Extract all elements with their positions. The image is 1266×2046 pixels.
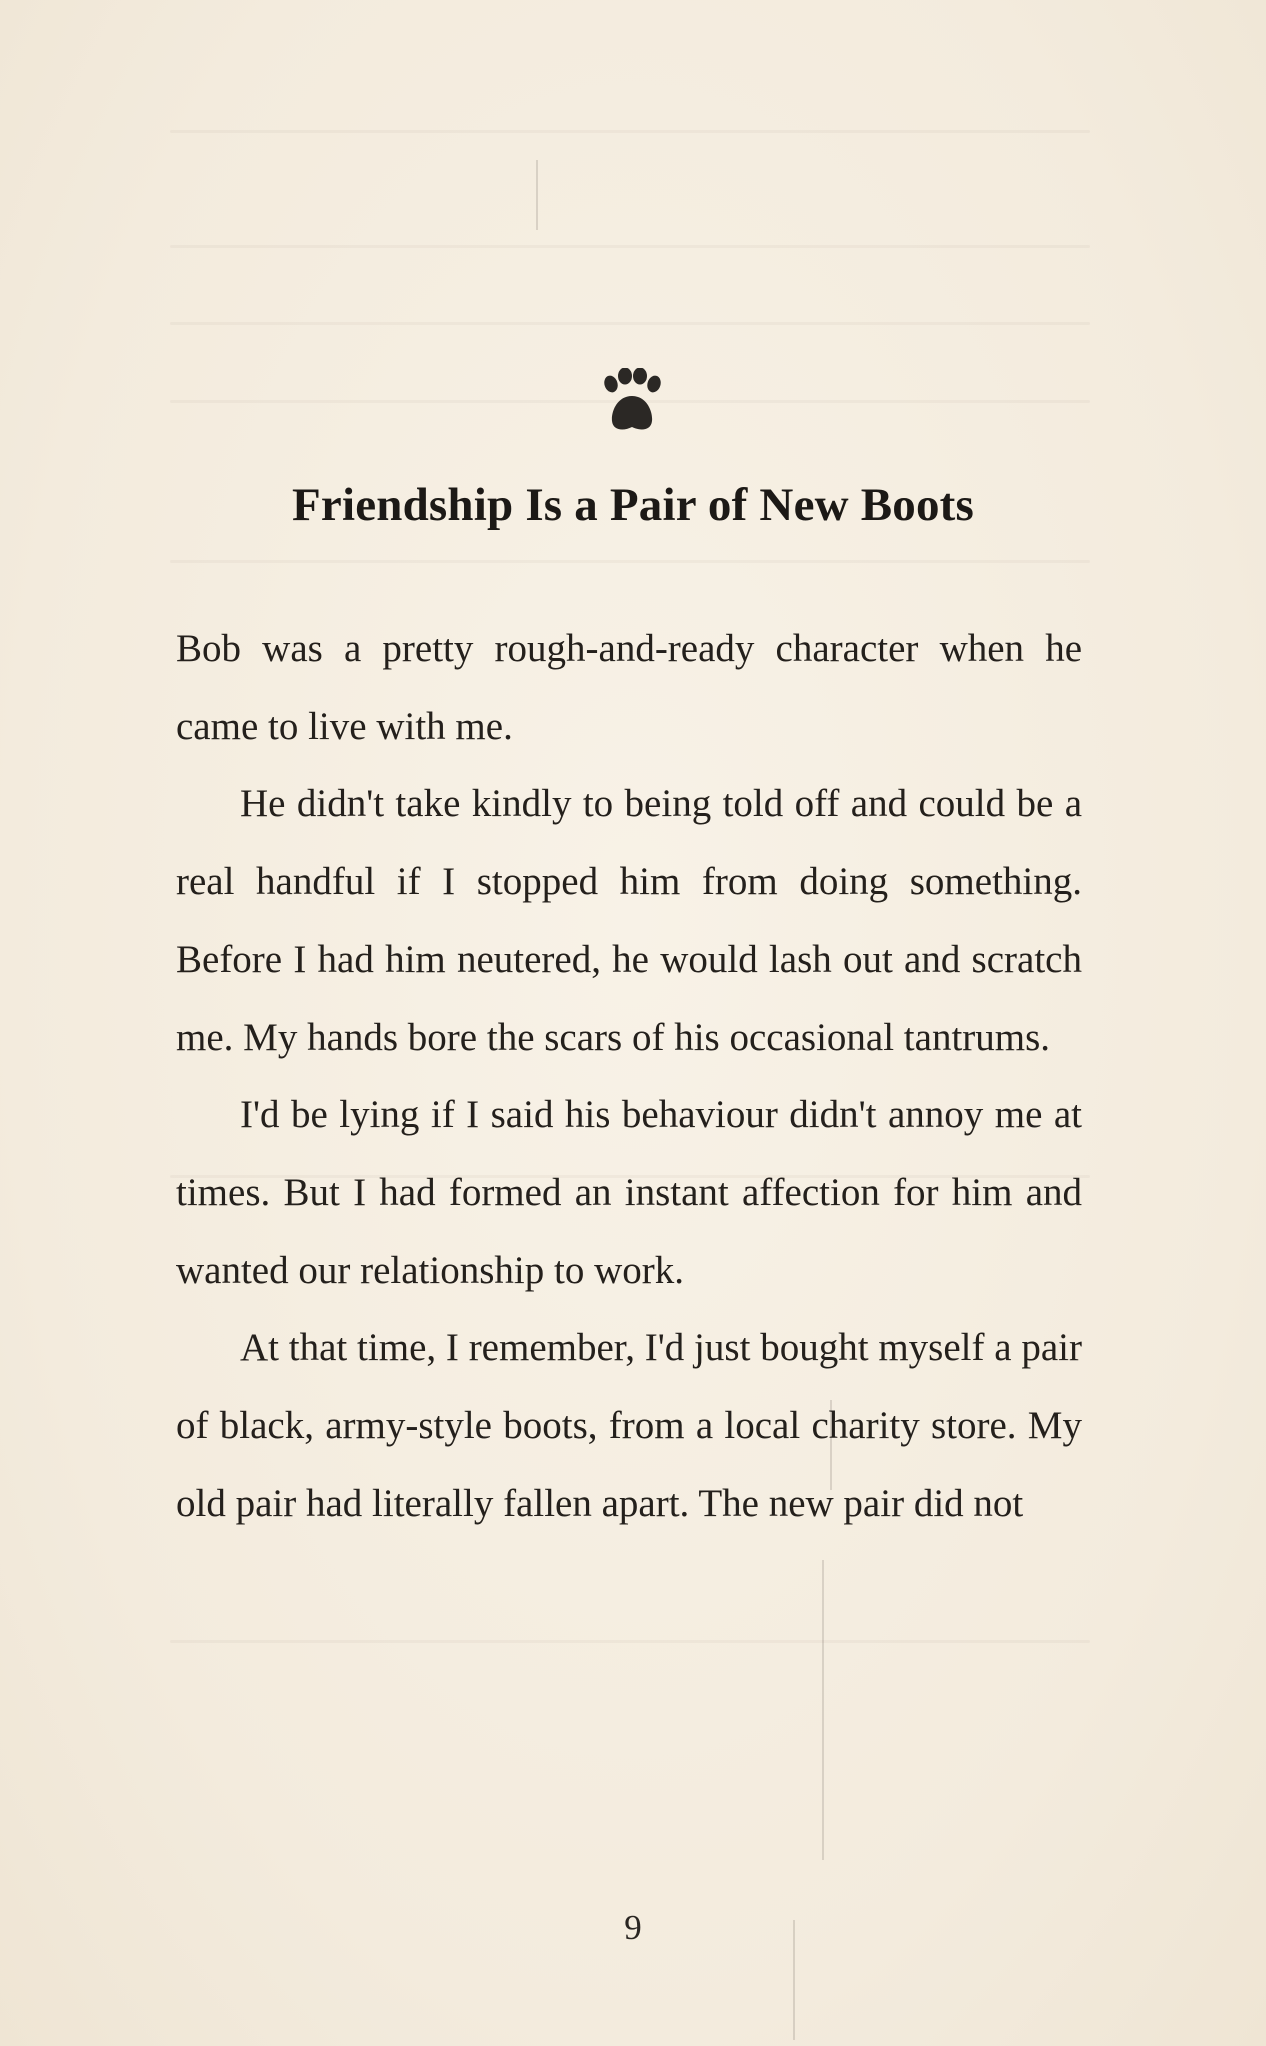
paragraph: He didn't take kindly to being told off and could be a real handful if I stopped him from doing something. Before I had him neutered, he would lash out and scratch me. My hands bore the scars of his occasional tantrums. xyxy=(176,782,1082,1059)
body-text xyxy=(176,610,1082,1542)
chapter-title: Friendship Is a Pair of New Boots xyxy=(291,479,975,531)
paragraph: At that time, I remember, I'd just bought myself a pair of black, army-style boots, from a local charity store. My old pair had literally fallen apart. The new pair did not xyxy=(176,1326,1082,1525)
paper-crease xyxy=(536,160,538,230)
show-through-line xyxy=(170,245,1090,248)
show-through-line xyxy=(170,130,1090,133)
show-through-line xyxy=(170,1640,1090,1643)
paper-crease xyxy=(822,1560,824,1860)
paw-print-icon xyxy=(597,368,667,438)
paragraph: I'd be lying if I said his behaviour didn't annoy me at times. But I had formed an instant affection for him and wanted our relationship to work. xyxy=(176,1093,1082,1292)
show-through-line xyxy=(170,560,1090,563)
show-through-line xyxy=(170,322,1090,325)
page-number: 9 xyxy=(624,1908,642,1947)
paragraph: Bob was a pretty rough-and-ready character when he came to live with me. xyxy=(176,627,1082,748)
